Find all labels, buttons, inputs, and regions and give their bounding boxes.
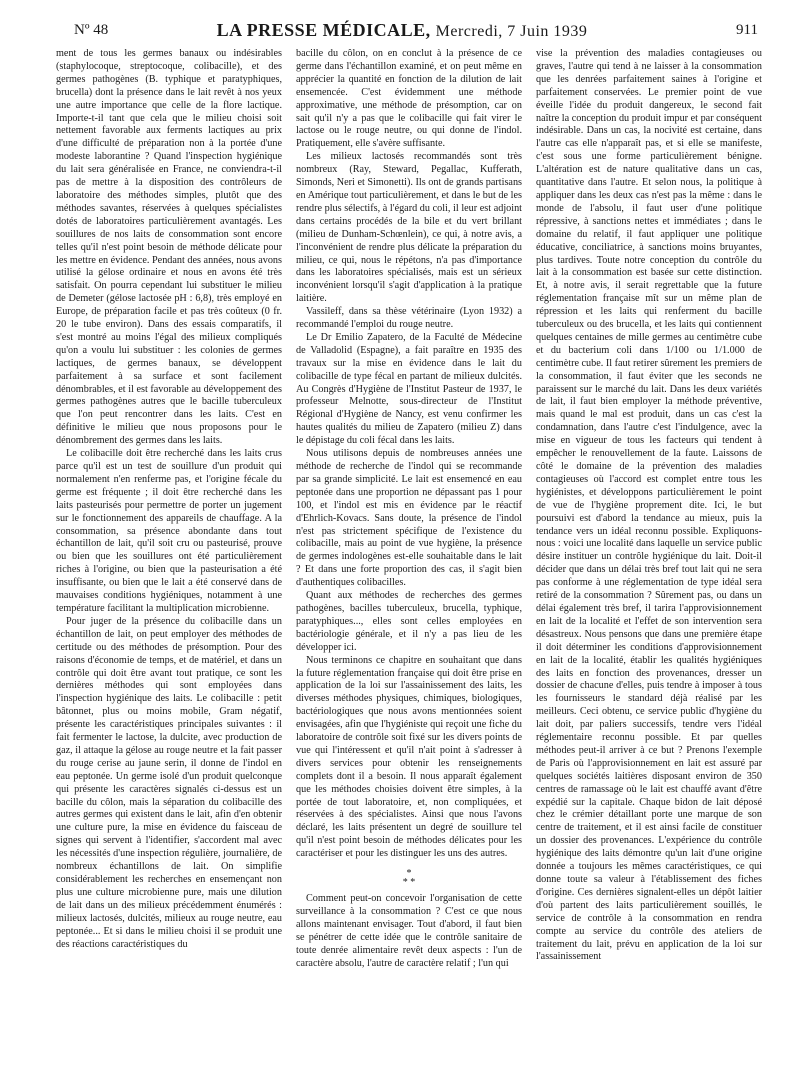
paragraph: ment de tous les germes banaux ou indésirables (staphylocoque, streptocoque, colibacille), et des germes pathogènes (B. typhique et paratyphiques, brucella) dont la présence dans le lait revêt à nos yeux une autre importance que celle de la flore lactique. Importe-t-il tant que cela que le milieu choisi soit nettement favorable aux ferments lactiques au prix d'une difficulté de préparation non à la portée d'une modeste laborantine ? Quand l'inspection hygiénique du lait sera généralisée en France, ne conviendra-t-il pas de mettre à la disposition des contrôleurs de laboratoire des méthodes simples, plutôt que des méthodes savantes, réservées à quelques spécialistes dotés de laboratoires particulièrement avantagés. Les souillures de nos laits de consommation sont encore telles qu'il n'est point besoin de méthode délicate pour les mettre en évidence. Pendant des années, nous avons utilisé la gélose ordinaire et nous en avons été très satisfait. On pourra cependant lui substituer le milieu de Demeter (gélose lactosée pH : 6,8), très employé en Europe, de préparation facile et pas très coûteux (0 fr. 20 le tube environ). Dans des essais comparatifs, il s'est montré au moins l'égal des milieux compliqués qu'on a voulu lui substituer : les colonies de germes lactiques, de germes banaux, se développent parfaitement à sa surface et sont facilement dénombrables, et il est favorable au développement des germes pathogènes autres que le bacille tuberculeux que l'on peut rencontrer dans les laits. C'est en définitive le milieu que nous proposons pour le dénombrement des germes dans les laits. xyxy=(56,48,282,447)
separator-stars: * * xyxy=(402,877,416,889)
paragraph: Pour juger de la présence du colibacille dans un échantillon de lait, on peut employer des méthodes de certitude ou des méthodes de présomption. Pour des raisons d'économie de temps, et de matériel, et dans un contrôle qui doit être avant tout pratique, ce sont les dernières méthodes qui sont employées dans l'inspection hygiénique des laits. Le colibacille : petit bâtonnet, plus ou moins mobile, Gram négatif, présente les caractéristiques principales suivantes : il fait fermenter le lactose, la dulcite, avec production de gaz, il attaque la gélose au rouge neutre et la fait passer du rouge cerise au jaune serin, il donne de l'indol en eau peptonée. Un germe isolé d'un produit quelconque qui présente les caractères signalés ci-dessus est un bacille du côlon, mais la séparation du colibacille des autres germes qui existent dans le lait, afin d'en obtenir une culture pure, la mise en évidence du faisceau de signes qui servent à l'identifier, s'accordent mal avec les nécessités d'une inspection régulière, journalière, de nombreux échantillons de lait. On simplifie considérablement les recherches en ensemençant non plus une culture microbienne pure, mais une dilution de lait dans un des milieux précédemment énumérés : milieux lactosés, dulcités, milieux au rouge neutre, eau peptonée... Et si dans le milieu choisi il se produit une des réactions caractéristiques du xyxy=(56,615,282,950)
page-number: 911 xyxy=(736,22,758,38)
column-3 xyxy=(536,48,762,1072)
paragraph: bacille du côlon, on en conclut à la présence de ce germe dans l'échantillon examiné, et on peut même en apprécier la quantité en fonction de la dilution de lait ensemencée. C'est évidemment une méthode approximative, une méthode de présomption, car on sait qu'il n'y a pas que le colibacille qui fait virer le lactose ou le rouge neutre, ou qui donne de l'indol. Pratiquement, elle s'avère suffisante. xyxy=(296,48,522,150)
column-1 xyxy=(56,48,282,1072)
separator-star: * xyxy=(406,868,412,880)
article-columns xyxy=(56,48,762,1072)
paragraph: vise la prévention des maladies contagieuses ou graves, l'autre qui tend à ne laisser à la consommation que les denrées parfaitement saines à l'origine et parfaitement conservées. Le premier point de vue éveille l'idée du produit dangereux, le second fait naître la conception du produit impur et par conséquent indésirable. Dans un cas, la nocivité est certaine, dans l'autre cas elle n'apparaît pas, et si elle se manifeste, c'est sous une forme particulièrement bénigne. L'altération est de nature qualitative dans un cas, quantitative dans l'autre. Et selon nous, la politique à appliquer dans les deux cas n'est pas la même : dans le monde de l'absolu, il faut user d'une politique répressive, à sanctions nettes et immédiates ; dans le domaine du relatif, il faut appliquer une politique éducative, conciliatrice, à sanctions moins bruyantes, plus tardives. Toute notre conception du contrôle du lait à la consommation est basée sur cette distinction. Et, à notre avis, il serait regrettable que la future réglementation française mît sur un même plan de répression et les laits qui renferment du bacille tuberculeux ou des brucella, et les laits qui contiennent quelques centaines de mille germes au centimètre cube et du bacterium coli dans 1/100 ou 1/1.000 de centimètre cube. Il faut retirer sûrement les premiers de la consommation, il faut éviter que les seconds ne paraissent sur le marché du lait. Dans les deux variétés de lait, il faut bien employer la méthode préventive, mais quand le mal est produit, dans un cas c'est la condamnation, dans l'autre c'est l'indulgence, avec la mise en vigueur de tous les facteurs qui tendent à empêcher le renouvellement de la faute. Laissons de côté le domaine de la prévention des maladies contagieuses où l'accord est complet entre tous les hygiénistes, et développons particulièrement le point de vue de l'hygiène proprement dite. Ici, le but poursuivi est d'abord la tendance au mieux, puis la tendance vers un idéal reconnu possible. Expliquons-nous : voici une localité dans laquelle un service public désire instituer un contrôle hygiénique du lait. Doit-il décider que dans un délai très bref tout lait qui ne sera pas conforme à une réglementation de type idéal sera retiré de la consommation ? Sûrement pas, ou dans un délai également très bref, il tarira l'approvisionnement en lait de la localité et l'effet de son intervention sera désastreux. Nous pensons que dans une première étape il doit déterminer les conditions d'approvisionnement en lait de la localité, établir les qualités hygiéniques des laits en fonction des provenances, dresser un dossier de chacune d'elles, puis tendre à imposer à tous les fournisseurs le standard déjà réalisé par les meilleurs. Ceci obtenu, ce service public d'hygiène du lait doit, par paliers successifs, tendre vers l'idéal réglementaire reconnu possible. Et par quelles méthodes peut-il arriver à ce but ? Prenons l'exemple de Paris où l'approvisionnement en lait est assuré par quelques sociétés laitières disposant environ de 350 centres de ramassage où le lait est chauffé avant d'être expédié sur la capitale. Chaque bidon de lait déposé chez le crémier détaillant porte une marque de son centre de traitement, et il est ainsi facile de constituer un dossier des provenances. L'expérience du contrôle hygiénique des laits démontre qu'un lait d'une origine donnée a toujours les mêmes caractéristiques, ce qui donne toute sa valeur à l'établissement des fiches d'origine. Ces dernières signalent-elles un dépôt laitier d'où partent des laits particulièrement souillés, le service de contrôle à la consommation en rendra compte au service du contrôle des ateliers de traitement du lait, prévu en application de la loi sur l'assainissement xyxy=(536,48,762,963)
issue-number: Nº 48 xyxy=(74,22,109,38)
paragraph: Nous utilisons depuis de nombreuses années une méthode de recherche de l'indol qui se recommande par sa grande simplicité. Le lait est ensemencé en eau peptonée dans une proportion ne dépassant pas 1 pour 100, et l'indol est mis en évidence par le réactif d'Ehrlich-Kovacs. Sans doute, la présence de l'indol n'est pas strictement spécifique de l'existence du colibacille, mais au point de vue hygiène, la présence de germes indologènes est-elle souhaitable dans le lait ? Et dans une forte proportion des cas, il s'agit bien d'authentiques colibacilles. xyxy=(296,448,522,589)
page-header xyxy=(46,14,758,42)
paragraph: Le Dr Emilio Zapatero, de la Faculté de Médecine de Valladolid (Espagne), a fait paraître en 1935 des travaux sur la mise en évidence dans le lait du colibacille de type fécal en partant de milieux dulcités. Au Congrès d'Hygiène de l'Institut Pasteur de 1937, le professeur Melnotte, sous-directeur de l'Institut Régional d'Hygiène de Nancy, est venu confirmer les hautes qualités du milieu de Zapatero (milieu Z) dans le dépistage du coli fécal dans les laits. xyxy=(296,331,522,447)
section-separator xyxy=(296,869,522,887)
paragraph: Comment peut-on concevoir l'organisation de cette surveillance à la consommation ? C'est ce que nous allons maintenant envisager. Tout d'abord, il faut bien se pénétrer de cette idée que le contrôle sanitaire de toute denrée alimentaire revêt deux aspects : l'un de caractère absolu, l'autre de caractère relatif ; l'un qui xyxy=(296,893,522,969)
paragraph: Le colibacille doit être recherché dans les laits crus parce qu'il est un test de souillure d'un produit qui normalement n'en renferme pas, et l'origine fécale du germe est fréquente ; il doit être recherché dans les laits pasteurisés pour permettre de porter un jugement sur le fonctionnement des appareils de chauffage. A la consommation, sa présence abondante dans tout échantillon de lait, qu'il soit cru ou pasteurisé, prouve ou bien que les souillures ont été particulièrement riches à l'origine, ou bien que la pasteurisation a été insuffisante, ou bien que le lait a été conservé dans de mauvaises conditions hygiéniques, notamment à une température facilitant la multiplication microbienne. xyxy=(56,448,282,614)
paragraph: Vassileff, dans sa thèse vétérinaire (Lyon 1932) a recommandé l'emploi du rouge neutre. xyxy=(296,306,522,331)
issue-date: Mercredi, 7 Juin 1939 xyxy=(435,23,588,40)
journal-name: LA PRESSE MÉDICALE, xyxy=(216,20,431,40)
paragraph: Nous terminons ce chapitre en souhaitant que dans la future réglementation française qui doit être prise en application de la loi sur l'assainissement des laits, les diverses méthodes physiques, chimiques, biologiques, bactériologiques que nous avons mentionnées soient envisagées, afin que l'hygiéniste qui reçoit une fiche du laboratoire de contrôle soit fixé sur les divers points de vue qui l'intéressent et qu'il n'ait point à s'adresser à divers services pour obtenir les renseignements complets dont il a besoin. Il nous apparaît également que les méthodes choisies doivent être simples, à la portée de tout laboratoire, et, non compliquées, et réservées à des spécialistes. Ainsi que nous l'avons déclaré, les laits présentent un degré de souillure tel qu'il n'est point besoin de méthodes délicates pour les caractériser et pour les distinguer les uns des autres. xyxy=(296,654,522,860)
paragraph: Les milieux lactosés recommandés sont très nombreux (Ray, Steward, Pegallac, Kufferath, Simonds, Neri et Simonetti). Ils ont de grands partisans en Amérique tout particulièrement, et dans le but de les rendre plus sélectifs, à l'égard du coli, il leur est adjoint dans certains procédés de la bile et du vert brillant (milieu de Dunham-Schœnlein), ce qui, à notre avis, a l'inconvénient de rendre plus délicate la préparation du milieu, ce qui, nous le répétons, n'a pas d'importance dans les laboratoires spécialisés, mais est un sérieux inconvénient lorsqu'il s'agit d'application à la pratique laitière. xyxy=(296,151,522,305)
journal-title-line xyxy=(46,20,758,41)
paragraph: Quant aux méthodes de recherches des germes pathogènes, bacilles tuberculeux, brucella, typhique, paratyphiques..., elles sont celles employées en bactériologie générale, et il n'y a pas lieu de les développer ici. xyxy=(296,590,522,653)
column-2 xyxy=(296,48,522,1072)
